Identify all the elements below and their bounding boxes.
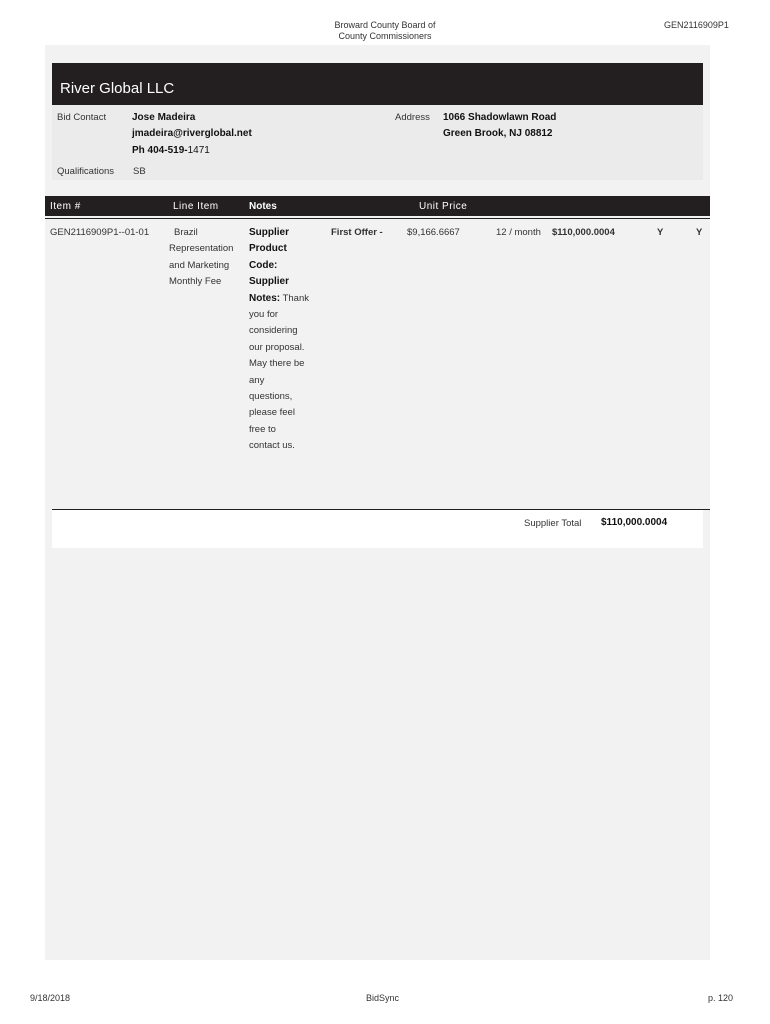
supplier-total-label: Supplier Total (524, 518, 582, 529)
line-item-text-line: Representation (169, 243, 234, 255)
line-items-table-header (45, 196, 710, 216)
qualifications-value: SB (133, 166, 146, 177)
note-text-line (249, 422, 324, 438)
note-text: May there be (249, 358, 305, 370)
qualifications-label: Qualifications (57, 166, 115, 177)
unit-price: $9,166.6667 (407, 227, 460, 238)
item-number: GEN2116909P1--01-01 (50, 227, 150, 238)
offer-label: First Offer - (331, 227, 383, 238)
line-item-text-line: Monthly Fee (169, 276, 222, 288)
note-text: Code: (249, 259, 278, 271)
item-notes (249, 225, 324, 455)
quantity-unit: 12 / month (496, 227, 541, 238)
supplier-total-value: $110,000.0004 (601, 517, 668, 528)
note-text-line (249, 241, 324, 257)
address-line2: Green Brook, NJ 08812 (443, 128, 553, 139)
column-header-notes: Notes (249, 201, 277, 212)
footer-date: 9/18/2018 (30, 993, 71, 1003)
note-text-line (249, 340, 324, 356)
contact-name: Jose Madeira (132, 112, 196, 123)
note-text-line (249, 307, 324, 323)
note-text-line (249, 225, 324, 241)
bid-number: GEN2116909P1 (664, 20, 729, 30)
note-text-line (249, 389, 324, 405)
note-text: Product (249, 243, 287, 255)
note-text-line (249, 274, 324, 290)
address-line1: 1066 Shadowlawn Road (443, 112, 557, 123)
org-name-line2: County Commissioners (338, 31, 432, 41)
contact-phone-prefix: Ph 404-519- (132, 145, 188, 156)
note-text: Notes: (249, 292, 281, 304)
note-text-line (249, 258, 324, 274)
line-item-description (169, 225, 247, 291)
note-text: Supplier (249, 276, 290, 288)
note-text: please feel (249, 407, 295, 419)
contact-phone (132, 145, 210, 156)
note-text-line (249, 356, 324, 372)
note-text: free to (249, 423, 276, 435)
note-text-line (249, 323, 324, 339)
note-text-line (249, 373, 324, 389)
note-text-line (249, 405, 324, 421)
note-text-line (249, 291, 324, 307)
note-text: questions, (249, 391, 293, 403)
note-text: any (249, 374, 265, 386)
document-body (45, 45, 710, 960)
bid-contact-label: Bid Contact (57, 112, 107, 123)
footer-app-name: BidSync (366, 993, 400, 1003)
line-item-text-line: Brazil (174, 227, 198, 238)
column-header-line-item: Line Item (173, 201, 219, 212)
contact-phone-suffix: 1471 (187, 145, 210, 156)
page-header-org (285, 20, 485, 42)
note-text: contact us. (249, 440, 295, 452)
note-text-continuation: Thank (280, 292, 309, 304)
column-header-item: Item # (50, 201, 81, 212)
note-text: considering (249, 325, 298, 337)
note-text: our proposal. (249, 341, 305, 353)
extended-price: $110,000.0004 (552, 227, 615, 238)
table-header-divider (45, 218, 710, 219)
supplier-name: River Global LLC (60, 80, 175, 97)
flag-2: Y (696, 227, 703, 238)
footer-page-number: p. 120 (708, 993, 734, 1003)
address-label: Address (395, 112, 430, 123)
column-header-unit-price: Unit Price (419, 201, 468, 212)
contact-email: jmadeira@riverglobal.net (132, 128, 252, 139)
supplier-total-box (52, 510, 703, 548)
org-name-line1: Broward County Board of (334, 20, 436, 30)
note-text: Supplier (249, 227, 290, 238)
note-text-line (249, 438, 324, 454)
line-item-text-line: and Marketing (169, 259, 230, 271)
note-text: you for (249, 309, 279, 321)
flag-1: Y (657, 227, 664, 238)
